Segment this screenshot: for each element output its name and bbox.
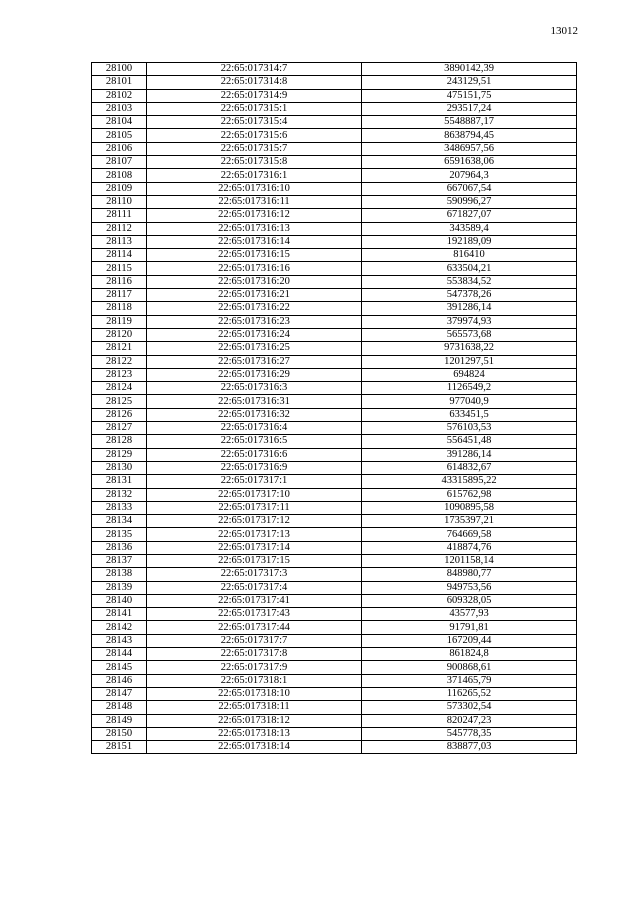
value-cell: 43577,93 bbox=[362, 608, 577, 621]
row-number-cell: 28136 bbox=[92, 541, 147, 554]
cadastral-number-cell: 22:65:017316:12 bbox=[147, 209, 362, 222]
table-row bbox=[92, 156, 577, 169]
cadastral-number-cell: 22:65:017317:4 bbox=[147, 581, 362, 594]
cadastral-number-cell: 22:65:017316:14 bbox=[147, 235, 362, 248]
value-cell: 764669,58 bbox=[362, 528, 577, 541]
table-row bbox=[92, 714, 577, 727]
cadastral-number-cell: 22:65:017315:6 bbox=[147, 129, 362, 142]
value-cell: 116265,52 bbox=[362, 687, 577, 700]
value-cell: 545778,35 bbox=[362, 727, 577, 740]
row-number-cell: 28140 bbox=[92, 594, 147, 607]
row-number-cell: 28121 bbox=[92, 342, 147, 355]
table-row bbox=[92, 475, 577, 488]
value-cell: 565573,68 bbox=[362, 328, 577, 341]
cadastral-number-cell: 22:65:017317:41 bbox=[147, 594, 362, 607]
row-number-cell: 28137 bbox=[92, 554, 147, 567]
value-cell: 475151,75 bbox=[362, 89, 577, 102]
value-cell: 977040,9 bbox=[362, 395, 577, 408]
cadastral-number-cell: 22:65:017317:9 bbox=[147, 661, 362, 674]
row-number-cell: 28116 bbox=[92, 275, 147, 288]
value-cell: 547378,26 bbox=[362, 289, 577, 302]
cadastral-number-cell: 22:65:017317:43 bbox=[147, 608, 362, 621]
cadastral-number-cell: 22:65:017314:8 bbox=[147, 76, 362, 89]
value-cell: 192189,09 bbox=[362, 235, 577, 248]
table-row bbox=[92, 89, 577, 102]
row-number-cell: 28142 bbox=[92, 621, 147, 634]
value-cell: 3890142,39 bbox=[362, 63, 577, 76]
cadastral-number-cell: 22:65:017317:12 bbox=[147, 515, 362, 528]
table-row bbox=[92, 262, 577, 275]
row-number-cell: 28126 bbox=[92, 408, 147, 421]
value-cell: 609328,05 bbox=[362, 594, 577, 607]
table-body bbox=[92, 63, 577, 754]
table-row bbox=[92, 169, 577, 182]
row-number-cell: 28143 bbox=[92, 634, 147, 647]
row-number-cell: 28127 bbox=[92, 422, 147, 435]
table-row bbox=[92, 395, 577, 408]
value-cell: 1201158,14 bbox=[362, 554, 577, 567]
row-number-cell: 28151 bbox=[92, 741, 147, 754]
value-cell: 590996,27 bbox=[362, 195, 577, 208]
table-row bbox=[92, 342, 577, 355]
row-number-cell: 28104 bbox=[92, 116, 147, 129]
value-cell: 207964,3 bbox=[362, 169, 577, 182]
cadastral-number-cell: 22:65:017318:12 bbox=[147, 714, 362, 727]
table-row bbox=[92, 661, 577, 674]
value-cell: 633451,5 bbox=[362, 408, 577, 421]
cadastral-number-cell: 22:65:017316:4 bbox=[147, 422, 362, 435]
cadastral-number-cell: 22:65:017317:14 bbox=[147, 541, 362, 554]
row-number-cell: 28110 bbox=[92, 195, 147, 208]
table-row bbox=[92, 568, 577, 581]
value-cell: 838877,03 bbox=[362, 741, 577, 754]
cadastral-number-cell: 22:65:017316:29 bbox=[147, 368, 362, 381]
row-number-cell: 28130 bbox=[92, 461, 147, 474]
cadastral-number-cell: 22:65:017316:13 bbox=[147, 222, 362, 235]
row-number-cell: 28106 bbox=[92, 142, 147, 155]
row-number-cell: 28100 bbox=[92, 63, 147, 76]
row-number-cell: 28112 bbox=[92, 222, 147, 235]
row-number-cell: 28120 bbox=[92, 328, 147, 341]
value-cell: 379974,93 bbox=[362, 315, 577, 328]
row-number-cell: 28118 bbox=[92, 302, 147, 315]
row-number-cell: 28141 bbox=[92, 608, 147, 621]
value-cell: 573302,54 bbox=[362, 701, 577, 714]
row-number-cell: 28148 bbox=[92, 701, 147, 714]
table-row bbox=[92, 142, 577, 155]
table-row bbox=[92, 701, 577, 714]
row-number-cell: 28123 bbox=[92, 368, 147, 381]
cadastral-number-cell: 22:65:017316:25 bbox=[147, 342, 362, 355]
cadastral-number-cell: 22:65:017316:9 bbox=[147, 461, 362, 474]
table-row bbox=[92, 528, 577, 541]
value-cell: 91791,81 bbox=[362, 621, 577, 634]
value-cell: 614832,67 bbox=[362, 461, 577, 474]
table-row bbox=[92, 608, 577, 621]
row-number-cell: 28103 bbox=[92, 102, 147, 115]
value-cell: 949753,56 bbox=[362, 581, 577, 594]
cadastral-number-cell: 22:65:017317:15 bbox=[147, 554, 362, 567]
table-row bbox=[92, 501, 577, 514]
row-number-cell: 28113 bbox=[92, 235, 147, 248]
value-cell: 820247,23 bbox=[362, 714, 577, 727]
value-cell: 167209,44 bbox=[362, 634, 577, 647]
table-row bbox=[92, 289, 577, 302]
cadastral-number-cell: 22:65:017316:22 bbox=[147, 302, 362, 315]
value-cell: 615762,98 bbox=[362, 488, 577, 501]
value-cell: 671827,07 bbox=[362, 209, 577, 222]
data-table bbox=[91, 62, 577, 754]
cadastral-number-cell: 22:65:017317:11 bbox=[147, 501, 362, 514]
cadastral-number-cell: 22:65:017316:20 bbox=[147, 275, 362, 288]
table-row bbox=[92, 182, 577, 195]
row-number-cell: 28133 bbox=[92, 501, 147, 514]
cadastral-number-cell: 22:65:017314:7 bbox=[147, 63, 362, 76]
table-row bbox=[92, 435, 577, 448]
value-cell: 371465,79 bbox=[362, 674, 577, 687]
value-cell: 43315895,22 bbox=[362, 475, 577, 488]
value-cell: 3486957,56 bbox=[362, 142, 577, 155]
row-number-cell: 28111 bbox=[92, 209, 147, 222]
table-row bbox=[92, 634, 577, 647]
row-number-cell: 28117 bbox=[92, 289, 147, 302]
cadastral-number-cell: 22:65:017316:32 bbox=[147, 408, 362, 421]
row-number-cell: 28131 bbox=[92, 475, 147, 488]
cadastral-number-cell: 22:65:017316:15 bbox=[147, 249, 362, 262]
cadastral-number-cell: 22:65:017316:31 bbox=[147, 395, 362, 408]
value-cell: 418874,76 bbox=[362, 541, 577, 554]
value-cell: 343589,4 bbox=[362, 222, 577, 235]
cadastral-number-cell: 22:65:017316:16 bbox=[147, 262, 362, 275]
cadastral-number-cell: 22:65:017316:6 bbox=[147, 448, 362, 461]
table-row bbox=[92, 674, 577, 687]
value-cell: 391286,14 bbox=[362, 302, 577, 315]
table-row bbox=[92, 275, 577, 288]
table-row bbox=[92, 581, 577, 594]
row-number-cell: 28108 bbox=[92, 169, 147, 182]
table-row bbox=[92, 328, 577, 341]
row-number-cell: 28147 bbox=[92, 687, 147, 700]
row-number-cell: 28145 bbox=[92, 661, 147, 674]
value-cell: 816410 bbox=[362, 249, 577, 262]
table-row bbox=[92, 461, 577, 474]
cadastral-number-cell: 22:65:017317:8 bbox=[147, 648, 362, 661]
value-cell: 293517,24 bbox=[362, 102, 577, 115]
cadastral-number-cell: 22:65:017316:3 bbox=[147, 382, 362, 395]
value-cell: 667067,54 bbox=[362, 182, 577, 195]
value-cell: 694824 bbox=[362, 368, 577, 381]
table-row bbox=[92, 541, 577, 554]
cadastral-number-cell: 22:65:017317:10 bbox=[147, 488, 362, 501]
row-number-cell: 28102 bbox=[92, 89, 147, 102]
table-row bbox=[92, 422, 577, 435]
cadastral-number-cell: 22:65:017317:13 bbox=[147, 528, 362, 541]
row-number-cell: 28139 bbox=[92, 581, 147, 594]
value-cell: 8638794,45 bbox=[362, 129, 577, 142]
table-row bbox=[92, 727, 577, 740]
cadastral-number-cell: 22:65:017316:24 bbox=[147, 328, 362, 341]
value-cell: 391286,14 bbox=[362, 448, 577, 461]
table-row bbox=[92, 209, 577, 222]
row-number-cell: 28119 bbox=[92, 315, 147, 328]
row-number-cell: 28135 bbox=[92, 528, 147, 541]
row-number-cell: 28115 bbox=[92, 262, 147, 275]
row-number-cell: 28150 bbox=[92, 727, 147, 740]
table-row bbox=[92, 594, 577, 607]
table-row bbox=[92, 63, 577, 76]
value-cell: 243129,51 bbox=[362, 76, 577, 89]
cadastral-number-cell: 22:65:017316:1 bbox=[147, 169, 362, 182]
table-row bbox=[92, 741, 577, 754]
row-number-cell: 28132 bbox=[92, 488, 147, 501]
table-row bbox=[92, 355, 577, 368]
cadastral-number-cell: 22:65:017316:10 bbox=[147, 182, 362, 195]
cadastral-number-cell: 22:65:017317:7 bbox=[147, 634, 362, 647]
row-number-cell: 28114 bbox=[92, 249, 147, 262]
row-number-cell: 28128 bbox=[92, 435, 147, 448]
cadastral-number-cell: 22:65:017318:1 bbox=[147, 674, 362, 687]
value-cell: 861824,8 bbox=[362, 648, 577, 661]
table-row bbox=[92, 195, 577, 208]
cadastral-number-cell: 22:65:017315:4 bbox=[147, 116, 362, 129]
table-row bbox=[92, 621, 577, 634]
table-row bbox=[92, 648, 577, 661]
cadastral-number-cell: 22:65:017315:8 bbox=[147, 156, 362, 169]
value-cell: 553834,52 bbox=[362, 275, 577, 288]
cadastral-number-cell: 22:65:017316:27 bbox=[147, 355, 362, 368]
cadastral-number-cell: 22:65:017318:14 bbox=[147, 741, 362, 754]
table-row bbox=[92, 116, 577, 129]
cadastral-number-cell: 22:65:017317:3 bbox=[147, 568, 362, 581]
table-row bbox=[92, 235, 577, 248]
cadastral-number-cell: 22:65:017316:5 bbox=[147, 435, 362, 448]
table-row bbox=[92, 488, 577, 501]
table-row bbox=[92, 368, 577, 381]
row-number-cell: 28101 bbox=[92, 76, 147, 89]
cadastral-number-cell: 22:65:017317:1 bbox=[147, 475, 362, 488]
cadastral-number-cell: 22:65:017318:11 bbox=[147, 701, 362, 714]
row-number-cell: 28105 bbox=[92, 129, 147, 142]
row-number-cell: 28122 bbox=[92, 355, 147, 368]
row-number-cell: 28144 bbox=[92, 648, 147, 661]
value-cell: 5548887,17 bbox=[362, 116, 577, 129]
cadastral-number-cell: 22:65:017318:10 bbox=[147, 687, 362, 700]
table-row bbox=[92, 554, 577, 567]
value-cell: 6591638,06 bbox=[362, 156, 577, 169]
row-number-cell: 28109 bbox=[92, 182, 147, 195]
row-number-cell: 28146 bbox=[92, 674, 147, 687]
table-row bbox=[92, 687, 577, 700]
value-cell: 556451,48 bbox=[362, 435, 577, 448]
table-row bbox=[92, 129, 577, 142]
page-number: 13012 bbox=[550, 25, 578, 37]
value-cell: 1735397,21 bbox=[362, 515, 577, 528]
row-number-cell: 28129 bbox=[92, 448, 147, 461]
row-number-cell: 28149 bbox=[92, 714, 147, 727]
value-cell: 848980,77 bbox=[362, 568, 577, 581]
table-row bbox=[92, 448, 577, 461]
row-number-cell: 28107 bbox=[92, 156, 147, 169]
value-cell: 576103,53 bbox=[362, 422, 577, 435]
value-cell: 1201297,51 bbox=[362, 355, 577, 368]
row-number-cell: 28124 bbox=[92, 382, 147, 395]
table-row bbox=[92, 382, 577, 395]
cadastral-number-cell: 22:65:017315:7 bbox=[147, 142, 362, 155]
cadastral-number-cell: 22:65:017317:44 bbox=[147, 621, 362, 634]
table-row bbox=[92, 408, 577, 421]
value-cell: 900868,61 bbox=[362, 661, 577, 674]
value-cell: 9731638,22 bbox=[362, 342, 577, 355]
cadastral-number-cell: 22:65:017316:11 bbox=[147, 195, 362, 208]
table-row bbox=[92, 315, 577, 328]
table-row bbox=[92, 102, 577, 115]
table-row bbox=[92, 76, 577, 89]
cadastral-number-cell: 22:65:017314:9 bbox=[147, 89, 362, 102]
row-number-cell: 28138 bbox=[92, 568, 147, 581]
cadastral-number-cell: 22:65:017316:23 bbox=[147, 315, 362, 328]
value-cell: 1090895,58 bbox=[362, 501, 577, 514]
cadastral-number-cell: 22:65:017318:13 bbox=[147, 727, 362, 740]
value-cell: 633504,21 bbox=[362, 262, 577, 275]
table-row bbox=[92, 515, 577, 528]
table-row bbox=[92, 249, 577, 262]
table-row bbox=[92, 302, 577, 315]
row-number-cell: 28125 bbox=[92, 395, 147, 408]
row-number-cell: 28134 bbox=[92, 515, 147, 528]
cadastral-number-cell: 22:65:017315:1 bbox=[147, 102, 362, 115]
value-cell: 1126549,2 bbox=[362, 382, 577, 395]
cadastral-number-cell: 22:65:017316:21 bbox=[147, 289, 362, 302]
table-row bbox=[92, 222, 577, 235]
